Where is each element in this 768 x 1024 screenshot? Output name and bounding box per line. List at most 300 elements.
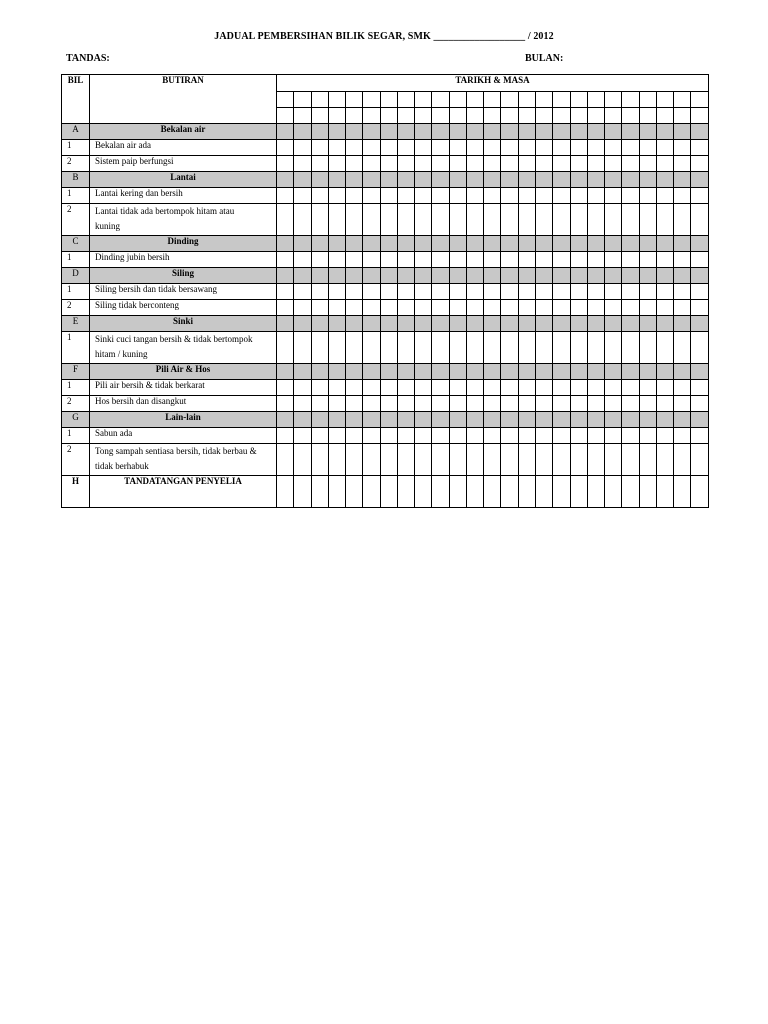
date-cell[interactable]: [432, 332, 449, 364]
date-cell[interactable]: [691, 412, 709, 428]
date-cell[interactable]: [277, 476, 294, 508]
date-cell[interactable]: [380, 156, 397, 172]
date-cell[interactable]: [691, 108, 709, 124]
date-cell[interactable]: [484, 268, 501, 284]
date-cell[interactable]: [277, 412, 294, 428]
date-cell[interactable]: [605, 124, 622, 140]
date-cell[interactable]: [570, 316, 587, 332]
date-cell[interactable]: [466, 156, 483, 172]
date-cell[interactable]: [466, 204, 483, 236]
date-cell[interactable]: [535, 268, 552, 284]
date-cell[interactable]: [501, 108, 518, 124]
date-cell[interactable]: [328, 124, 345, 140]
date-cell[interactable]: [294, 412, 311, 428]
date-cell[interactable]: [639, 124, 656, 140]
date-cell[interactable]: [605, 412, 622, 428]
date-cell[interactable]: [415, 396, 432, 412]
date-cell[interactable]: [346, 380, 363, 396]
date-cell[interactable]: [432, 268, 449, 284]
date-cell[interactable]: [449, 444, 466, 476]
date-cell[interactable]: [432, 108, 449, 124]
date-cell[interactable]: [553, 476, 570, 508]
date-cell[interactable]: [535, 476, 552, 508]
date-cell[interactable]: [674, 428, 691, 444]
date-cell[interactable]: [346, 204, 363, 236]
date-cell[interactable]: [674, 364, 691, 380]
date-cell[interactable]: [639, 156, 656, 172]
date-cell[interactable]: [415, 140, 432, 156]
date-cell[interactable]: [346, 172, 363, 188]
date-cell[interactable]: [397, 204, 414, 236]
date-cell[interactable]: [328, 204, 345, 236]
date-cell[interactable]: [605, 92, 622, 108]
date-cell[interactable]: [639, 300, 656, 316]
date-cell[interactable]: [415, 236, 432, 252]
date-cell[interactable]: [432, 140, 449, 156]
date-cell[interactable]: [466, 284, 483, 300]
date-cell[interactable]: [691, 236, 709, 252]
date-cell[interactable]: [311, 108, 328, 124]
date-cell[interactable]: [501, 268, 518, 284]
date-cell[interactable]: [449, 252, 466, 268]
date-cell[interactable]: [656, 204, 673, 236]
date-cell[interactable]: [432, 188, 449, 204]
date-cell[interactable]: [363, 284, 380, 300]
date-cell[interactable]: [415, 380, 432, 396]
date-cell[interactable]: [691, 188, 709, 204]
date-cell[interactable]: [518, 380, 535, 396]
date-cell[interactable]: [518, 108, 535, 124]
date-cell[interactable]: [656, 108, 673, 124]
date-cell[interactable]: [449, 156, 466, 172]
date-cell[interactable]: [432, 204, 449, 236]
date-cell[interactable]: [363, 364, 380, 380]
date-cell[interactable]: [449, 140, 466, 156]
date-cell[interactable]: [518, 92, 535, 108]
date-cell[interactable]: [656, 236, 673, 252]
date-cell[interactable]: [674, 300, 691, 316]
date-cell[interactable]: [656, 444, 673, 476]
date-cell[interactable]: [363, 444, 380, 476]
date-cell[interactable]: [380, 316, 397, 332]
date-cell[interactable]: [294, 252, 311, 268]
date-cell[interactable]: [328, 108, 345, 124]
date-cell[interactable]: [346, 396, 363, 412]
date-cell[interactable]: [587, 92, 604, 108]
date-cell[interactable]: [535, 284, 552, 300]
date-cell[interactable]: [294, 300, 311, 316]
date-cell[interactable]: [691, 124, 709, 140]
date-cell[interactable]: [605, 108, 622, 124]
date-cell[interactable]: [449, 236, 466, 252]
date-cell[interactable]: [380, 236, 397, 252]
date-cell[interactable]: [311, 172, 328, 188]
date-cell[interactable]: [311, 364, 328, 380]
date-cell[interactable]: [553, 316, 570, 332]
date-cell[interactable]: [328, 380, 345, 396]
date-cell[interactable]: [674, 92, 691, 108]
date-cell[interactable]: [622, 300, 639, 316]
date-cell[interactable]: [311, 332, 328, 364]
date-cell[interactable]: [277, 364, 294, 380]
date-cell[interactable]: [415, 316, 432, 332]
date-cell[interactable]: [553, 204, 570, 236]
date-cell[interactable]: [466, 236, 483, 252]
date-cell[interactable]: [518, 316, 535, 332]
date-cell[interactable]: [639, 188, 656, 204]
date-cell[interactable]: [328, 188, 345, 204]
date-cell[interactable]: [553, 380, 570, 396]
date-cell[interactable]: [449, 108, 466, 124]
date-cell[interactable]: [518, 412, 535, 428]
date-cell[interactable]: [501, 172, 518, 188]
date-cell[interactable]: [466, 412, 483, 428]
date-cell[interactable]: [415, 268, 432, 284]
date-cell[interactable]: [639, 284, 656, 300]
date-cell[interactable]: [277, 316, 294, 332]
date-cell[interactable]: [415, 476, 432, 508]
date-cell[interactable]: [277, 188, 294, 204]
date-cell[interactable]: [466, 396, 483, 412]
date-cell[interactable]: [311, 204, 328, 236]
date-cell[interactable]: [570, 108, 587, 124]
date-cell[interactable]: [518, 236, 535, 252]
date-cell[interactable]: [639, 476, 656, 508]
date-cell[interactable]: [277, 428, 294, 444]
date-cell[interactable]: [294, 444, 311, 476]
date-cell[interactable]: [501, 412, 518, 428]
date-cell[interactable]: [656, 252, 673, 268]
date-cell[interactable]: [674, 236, 691, 252]
date-cell[interactable]: [674, 252, 691, 268]
date-cell[interactable]: [328, 236, 345, 252]
date-cell[interactable]: [484, 396, 501, 412]
date-cell[interactable]: [277, 300, 294, 316]
date-cell[interactable]: [277, 156, 294, 172]
date-cell[interactable]: [656, 380, 673, 396]
date-cell[interactable]: [570, 476, 587, 508]
date-cell[interactable]: [553, 444, 570, 476]
date-cell[interactable]: [553, 188, 570, 204]
date-cell[interactable]: [656, 284, 673, 300]
date-cell[interactable]: [397, 284, 414, 300]
date-cell[interactable]: [622, 204, 639, 236]
date-cell[interactable]: [397, 364, 414, 380]
date-cell[interactable]: [449, 316, 466, 332]
date-cell[interactable]: [691, 316, 709, 332]
date-cell[interactable]: [415, 428, 432, 444]
date-cell[interactable]: [605, 476, 622, 508]
date-cell[interactable]: [466, 316, 483, 332]
date-cell[interactable]: [363, 428, 380, 444]
date-cell[interactable]: [346, 92, 363, 108]
date-cell[interactable]: [346, 284, 363, 300]
date-cell[interactable]: [397, 188, 414, 204]
date-cell[interactable]: [346, 140, 363, 156]
date-cell[interactable]: [553, 92, 570, 108]
date-cell[interactable]: [397, 396, 414, 412]
date-cell[interactable]: [570, 380, 587, 396]
date-cell[interactable]: [294, 236, 311, 252]
date-cell[interactable]: [691, 300, 709, 316]
date-cell[interactable]: [311, 140, 328, 156]
date-cell[interactable]: [363, 204, 380, 236]
date-cell[interactable]: [674, 172, 691, 188]
date-cell[interactable]: [294, 124, 311, 140]
date-cell[interactable]: [363, 476, 380, 508]
date-cell[interactable]: [535, 444, 552, 476]
date-cell[interactable]: [397, 92, 414, 108]
date-cell[interactable]: [415, 444, 432, 476]
date-cell[interactable]: [397, 412, 414, 428]
date-cell[interactable]: [449, 284, 466, 300]
date-cell[interactable]: [501, 284, 518, 300]
date-cell[interactable]: [656, 476, 673, 508]
date-cell[interactable]: [484, 140, 501, 156]
date-cell[interactable]: [328, 444, 345, 476]
date-cell[interactable]: [397, 108, 414, 124]
date-cell[interactable]: [328, 172, 345, 188]
date-cell[interactable]: [277, 252, 294, 268]
date-cell[interactable]: [622, 108, 639, 124]
date-cell[interactable]: [674, 476, 691, 508]
date-cell[interactable]: [311, 124, 328, 140]
date-cell[interactable]: [622, 172, 639, 188]
date-cell[interactable]: [328, 476, 345, 508]
date-cell[interactable]: [535, 204, 552, 236]
date-cell[interactable]: [432, 428, 449, 444]
date-cell[interactable]: [587, 284, 604, 300]
date-cell[interactable]: [639, 236, 656, 252]
date-cell[interactable]: [432, 444, 449, 476]
date-cell[interactable]: [570, 332, 587, 364]
date-cell[interactable]: [294, 396, 311, 412]
date-cell[interactable]: [605, 396, 622, 412]
date-cell[interactable]: [397, 332, 414, 364]
date-cell[interactable]: [415, 156, 432, 172]
date-cell[interactable]: [397, 252, 414, 268]
date-cell[interactable]: [277, 444, 294, 476]
date-cell[interactable]: [587, 380, 604, 396]
date-cell[interactable]: [380, 124, 397, 140]
date-cell[interactable]: [415, 92, 432, 108]
date-cell[interactable]: [622, 332, 639, 364]
date-cell[interactable]: [553, 268, 570, 284]
date-cell[interactable]: [346, 124, 363, 140]
date-cell[interactable]: [328, 316, 345, 332]
date-cell[interactable]: [622, 140, 639, 156]
date-cell[interactable]: [570, 236, 587, 252]
date-cell[interactable]: [535, 428, 552, 444]
date-cell[interactable]: [535, 156, 552, 172]
date-cell[interactable]: [380, 140, 397, 156]
date-cell[interactable]: [363, 124, 380, 140]
date-cell[interactable]: [466, 364, 483, 380]
date-cell[interactable]: [415, 412, 432, 428]
date-cell[interactable]: [535, 316, 552, 332]
date-cell[interactable]: [294, 476, 311, 508]
date-cell[interactable]: [277, 332, 294, 364]
date-cell[interactable]: [570, 364, 587, 380]
date-cell[interactable]: [328, 412, 345, 428]
date-cell[interactable]: [328, 92, 345, 108]
date-cell[interactable]: [674, 124, 691, 140]
date-cell[interactable]: [380, 252, 397, 268]
date-cell[interactable]: [346, 364, 363, 380]
date-cell[interactable]: [484, 124, 501, 140]
date-cell[interactable]: [587, 156, 604, 172]
date-cell[interactable]: [363, 188, 380, 204]
date-cell[interactable]: [449, 332, 466, 364]
date-cell[interactable]: [294, 188, 311, 204]
date-cell[interactable]: [501, 396, 518, 412]
date-cell[interactable]: [277, 172, 294, 188]
date-cell[interactable]: [605, 252, 622, 268]
date-cell[interactable]: [311, 316, 328, 332]
date-cell[interactable]: [294, 284, 311, 300]
date-cell[interactable]: [570, 172, 587, 188]
date-cell[interactable]: [466, 252, 483, 268]
date-cell[interactable]: [639, 380, 656, 396]
date-cell[interactable]: [553, 236, 570, 252]
date-cell[interactable]: [501, 204, 518, 236]
date-cell[interactable]: [277, 396, 294, 412]
date-cell[interactable]: [346, 300, 363, 316]
date-cell[interactable]: [570, 444, 587, 476]
date-cell[interactable]: [363, 252, 380, 268]
date-cell[interactable]: [466, 380, 483, 396]
date-cell[interactable]: [380, 476, 397, 508]
date-cell[interactable]: [656, 316, 673, 332]
date-cell[interactable]: [535, 396, 552, 412]
date-cell[interactable]: [449, 364, 466, 380]
date-cell[interactable]: [587, 364, 604, 380]
date-cell[interactable]: [518, 332, 535, 364]
date-cell[interactable]: [484, 412, 501, 428]
date-cell[interactable]: [656, 428, 673, 444]
date-cell[interactable]: [587, 108, 604, 124]
date-cell[interactable]: [397, 316, 414, 332]
date-cell[interactable]: [501, 92, 518, 108]
date-cell[interactable]: [346, 476, 363, 508]
date-cell[interactable]: [432, 380, 449, 396]
date-cell[interactable]: [484, 444, 501, 476]
date-cell[interactable]: [587, 476, 604, 508]
date-cell[interactable]: [691, 444, 709, 476]
date-cell[interactable]: [656, 156, 673, 172]
date-cell[interactable]: [277, 92, 294, 108]
date-cell[interactable]: [466, 444, 483, 476]
date-cell[interactable]: [674, 108, 691, 124]
date-cell[interactable]: [691, 92, 709, 108]
date-cell[interactable]: [691, 428, 709, 444]
date-cell[interactable]: [639, 92, 656, 108]
date-cell[interactable]: [432, 364, 449, 380]
date-cell[interactable]: [415, 108, 432, 124]
date-cell[interactable]: [518, 252, 535, 268]
date-cell[interactable]: [397, 476, 414, 508]
date-cell[interactable]: [363, 156, 380, 172]
date-cell[interactable]: [605, 428, 622, 444]
date-cell[interactable]: [622, 428, 639, 444]
date-cell[interactable]: [674, 332, 691, 364]
date-cell[interactable]: [570, 124, 587, 140]
date-cell[interactable]: [535, 124, 552, 140]
date-cell[interactable]: [311, 188, 328, 204]
date-cell[interactable]: [501, 332, 518, 364]
date-cell[interactable]: [346, 316, 363, 332]
date-cell[interactable]: [397, 268, 414, 284]
date-cell[interactable]: [587, 444, 604, 476]
date-cell[interactable]: [466, 124, 483, 140]
date-cell[interactable]: [622, 380, 639, 396]
date-cell[interactable]: [415, 172, 432, 188]
date-cell[interactable]: [380, 172, 397, 188]
date-cell[interactable]: [587, 252, 604, 268]
date-cell[interactable]: [570, 156, 587, 172]
date-cell[interactable]: [691, 252, 709, 268]
date-cell[interactable]: [363, 92, 380, 108]
date-cell[interactable]: [553, 140, 570, 156]
date-cell[interactable]: [570, 252, 587, 268]
date-cell[interactable]: [622, 156, 639, 172]
date-cell[interactable]: [294, 428, 311, 444]
date-cell[interactable]: [277, 380, 294, 396]
date-cell[interactable]: [656, 412, 673, 428]
date-cell[interactable]: [587, 268, 604, 284]
date-cell[interactable]: [639, 140, 656, 156]
date-cell[interactable]: [501, 300, 518, 316]
date-cell[interactable]: [570, 188, 587, 204]
date-cell[interactable]: [501, 236, 518, 252]
date-cell[interactable]: [570, 284, 587, 300]
date-cell[interactable]: [656, 396, 673, 412]
date-cell[interactable]: [449, 300, 466, 316]
date-cell[interactable]: [605, 236, 622, 252]
date-cell[interactable]: [294, 268, 311, 284]
date-cell[interactable]: [277, 204, 294, 236]
date-cell[interactable]: [484, 92, 501, 108]
date-cell[interactable]: [449, 476, 466, 508]
date-cell[interactable]: [484, 236, 501, 252]
date-cell[interactable]: [570, 268, 587, 284]
date-cell[interactable]: [484, 364, 501, 380]
date-cell[interactable]: [622, 268, 639, 284]
date-cell[interactable]: [432, 156, 449, 172]
date-cell[interactable]: [363, 108, 380, 124]
date-cell[interactable]: [622, 412, 639, 428]
date-cell[interactable]: [605, 188, 622, 204]
date-cell[interactable]: [622, 316, 639, 332]
date-cell[interactable]: [518, 284, 535, 300]
date-cell[interactable]: [346, 108, 363, 124]
date-cell[interactable]: [449, 172, 466, 188]
date-cell[interactable]: [277, 140, 294, 156]
date-cell[interactable]: [449, 92, 466, 108]
date-cell[interactable]: [535, 300, 552, 316]
date-cell[interactable]: [587, 428, 604, 444]
date-cell[interactable]: [570, 396, 587, 412]
date-cell[interactable]: [466, 172, 483, 188]
date-cell[interactable]: [277, 124, 294, 140]
date-cell[interactable]: [415, 332, 432, 364]
date-cell[interactable]: [311, 156, 328, 172]
date-cell[interactable]: [691, 380, 709, 396]
date-cell[interactable]: [415, 364, 432, 380]
date-cell[interactable]: [674, 444, 691, 476]
date-cell[interactable]: [587, 396, 604, 412]
date-cell[interactable]: [397, 444, 414, 476]
